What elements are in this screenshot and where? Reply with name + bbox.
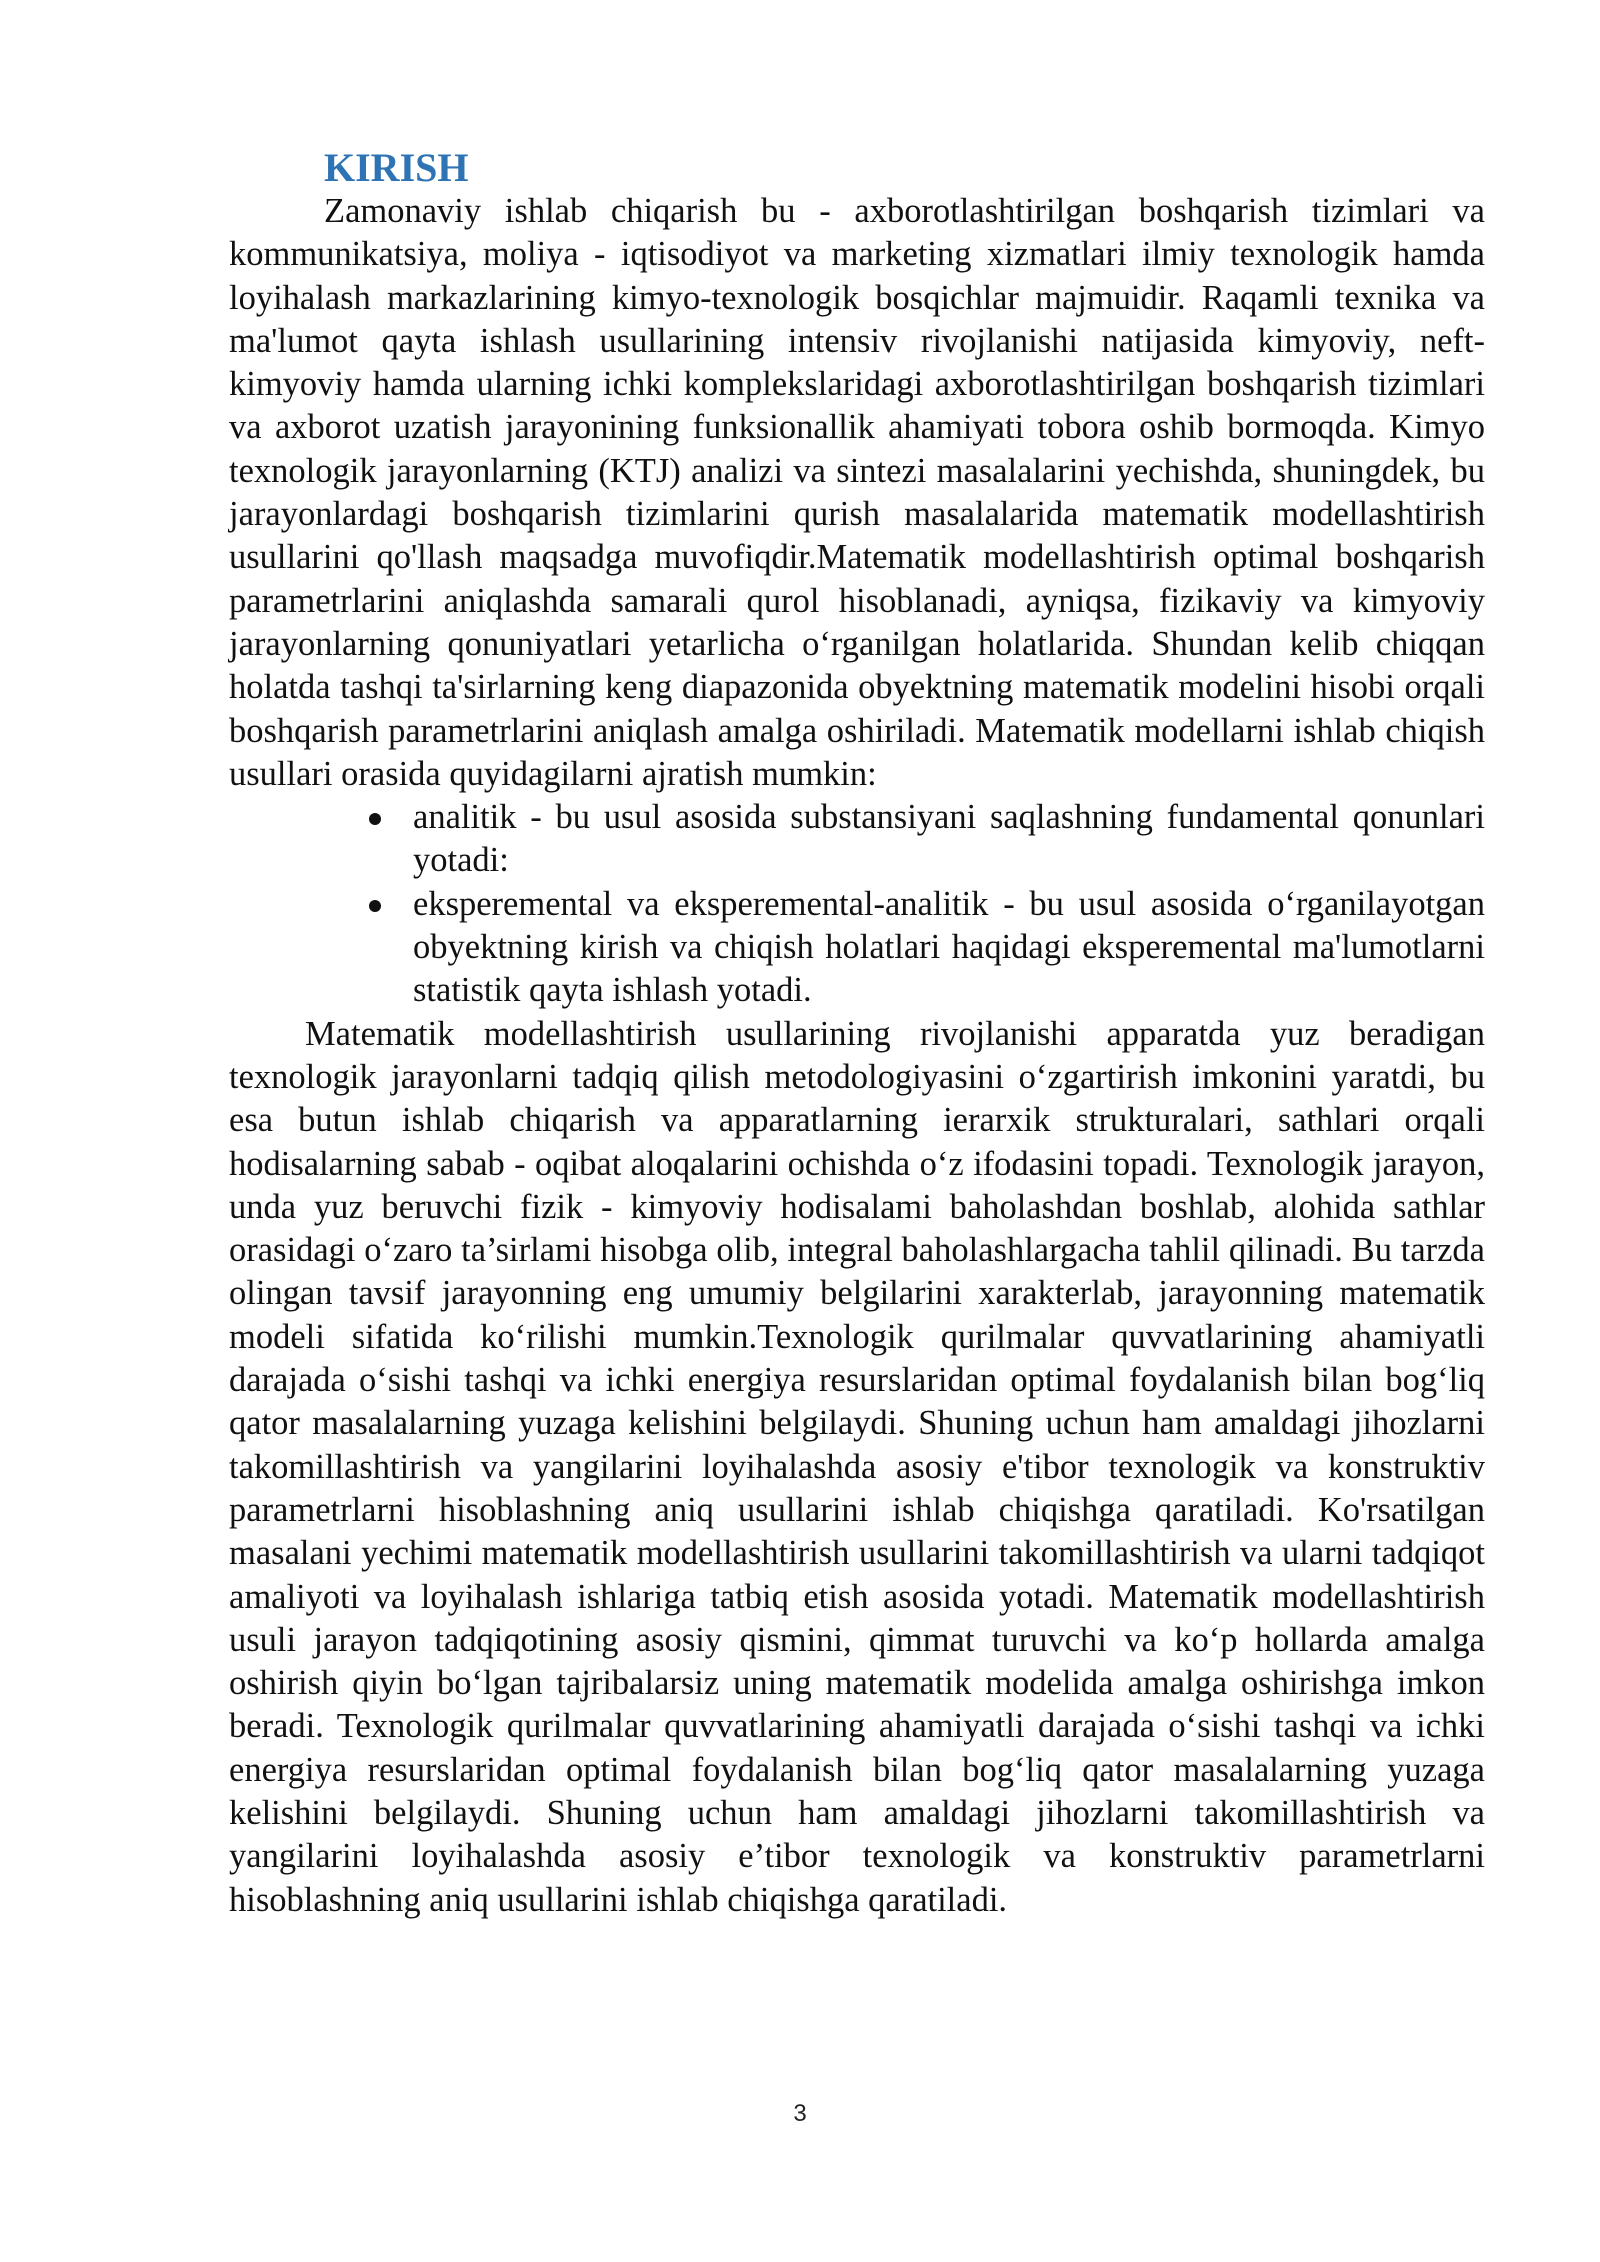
paragraph-modelling: Matematik modellashtirish usullarining rivojlanishi apparatda yuz beradigan texnologik jarayonlarni tadqiq qilish metodologiyasini o‘zgartirish imkonini yaratdi, bu esa butun ishlab chiqarish va apparatlarning ierarxik strukturalari, sathlari orqali hodisalarning sabab - oqibat aloqalarini ochishda o‘z ifodasini topadi. Texnologik jarayon, unda yuz beruvchi fizik - kimyoviy hodisalami baholashdan boshlab, alohida sathlar orasidagi o‘zaro ta’sirlami hisobga olib, integral baholashlargacha tahlil qilinadi. Bu tarzda olingan tavsif jarayonning eng umumiy belgilarini xarakterlab, jarayonning matematik modeli sifatida ko‘rilishi mumkin.Texnologik qurilmalar quvvatlarining ahamiyatli darajada o‘sishi tashqi va ichki energiya resurslaridan optimal foydalanish bilan bog‘liq qator masalalarning yuzaga kelishini belgilaydi. Shuning uchun ham amaldagi jihozlarni takomillashtirish va yangilarini loyihalashda asosiy e'tibor texnologik va konstruktiv parametrlarni hisoblashning aniq usullarini ishlab chiqishga qaratiladi. Ko'rsatilgan masalani yechimi matematik modellashtirish usullarini takomillashtirish va ularni tadqiqot amaliyoti va loyihalash ishlariga tatbiq etish asosida yotadi. Matematik modellashtirish usuli jarayon tadqiqotining asosiy qismini, qimmat turuvchi va ko‘p hollarda amalga oshirish qiyin bo‘lgan tajribalarsiz uning matematik modelida amalga oshirishga imkon beradi. Texnologik qurilmalar quvvatlarining ahamiyatli darajada o‘sishi tashqi va ichki energiya resurslaridan optimal foydalanish bilan bog‘liq qator masalalarning yuzaga kelishini belgilaydi. Shuning uchun ham amaldagi jihozlarni takomillashtirish va yangilarini loyihalashda asosiy e’tibor texnologik va konstruktiv parametrlarni hisoblashning aniq usullarini ishlab chiqishga qaratiladi. — [229, 1014, 1485, 1919]
methods-list — [229, 796, 1485, 1012]
bullet-icon — [369, 813, 381, 825]
list-item-analytic — [413, 796, 1485, 883]
document-body — [229, 146, 1485, 1922]
bullet-icon — [369, 900, 381, 912]
paragraph-intro: Zamonaviy ishlab chiqarish bu - axborotlashtirilgan boshqarish tizimlari va kommunikatsiya, moliya - iqtisodiyot va marketing xizmatlari ilmiy texnologik hamda loyihalash markazlarining kimyo-texnologik bosqichlar majmuidir. Raqamli texnika va ma'lumot qayta ishlash usullarining intensiv rivojlanishi natijasida kimyoviy, neft-kimyoviy hamda ularning ichki komplekslaridagi axborotlashtirilgan boshqarish tizimlari va axborot uzatish jarayonining funksionallik ahamiyati tobora oshib bormoqda. Kimyo texnologik jarayonlarning (KTJ) analizi va sintezi masalalarini yechishda, shuningdek, bu jarayonlardagi boshqarish tizimlarini qurish masalalarida matematik modellashtirish usullarini qo'llash maqsadga muvofiqdir.Matematik modellashtirish optimal boshqarish parametrlarini aniqlashda samarali qurol hisoblanadi, ayniqsa, fizikaviy va kimyoviy jarayonlarning qonuniyatlari yetarlicha o‘rganilgan holatlarida. Shundan kelib chiqqan holatda tashqi ta'sirlarning keng diapazonida obyektning matematik modelini hisobi orqali boshqarish parametrlarini aniqlash amalga oshiriladi. Matematik modellarni ishlab chiqish usullari orasida quyidagilarni ajratish mumkin: — [229, 192, 1485, 793]
section-heading: KIRISH — [324, 145, 469, 190]
list-item-text: eksperemental va eksperemental-analitik - bu usul asosida o‘rganilayotgan obyektning kirish va chiqish holatlari haqidagi eksperemental ma'lumotlarni statistik qayta ishlash yotadi. — [413, 884, 1485, 1010]
list-item-text: analitik - bu usul asosida substansiyani saqlashning fundamental qonunlari yotadi: — [413, 798, 1485, 880]
page-number: 3 — [793, 2100, 807, 2127]
list-item-experimental — [413, 883, 1485, 1013]
